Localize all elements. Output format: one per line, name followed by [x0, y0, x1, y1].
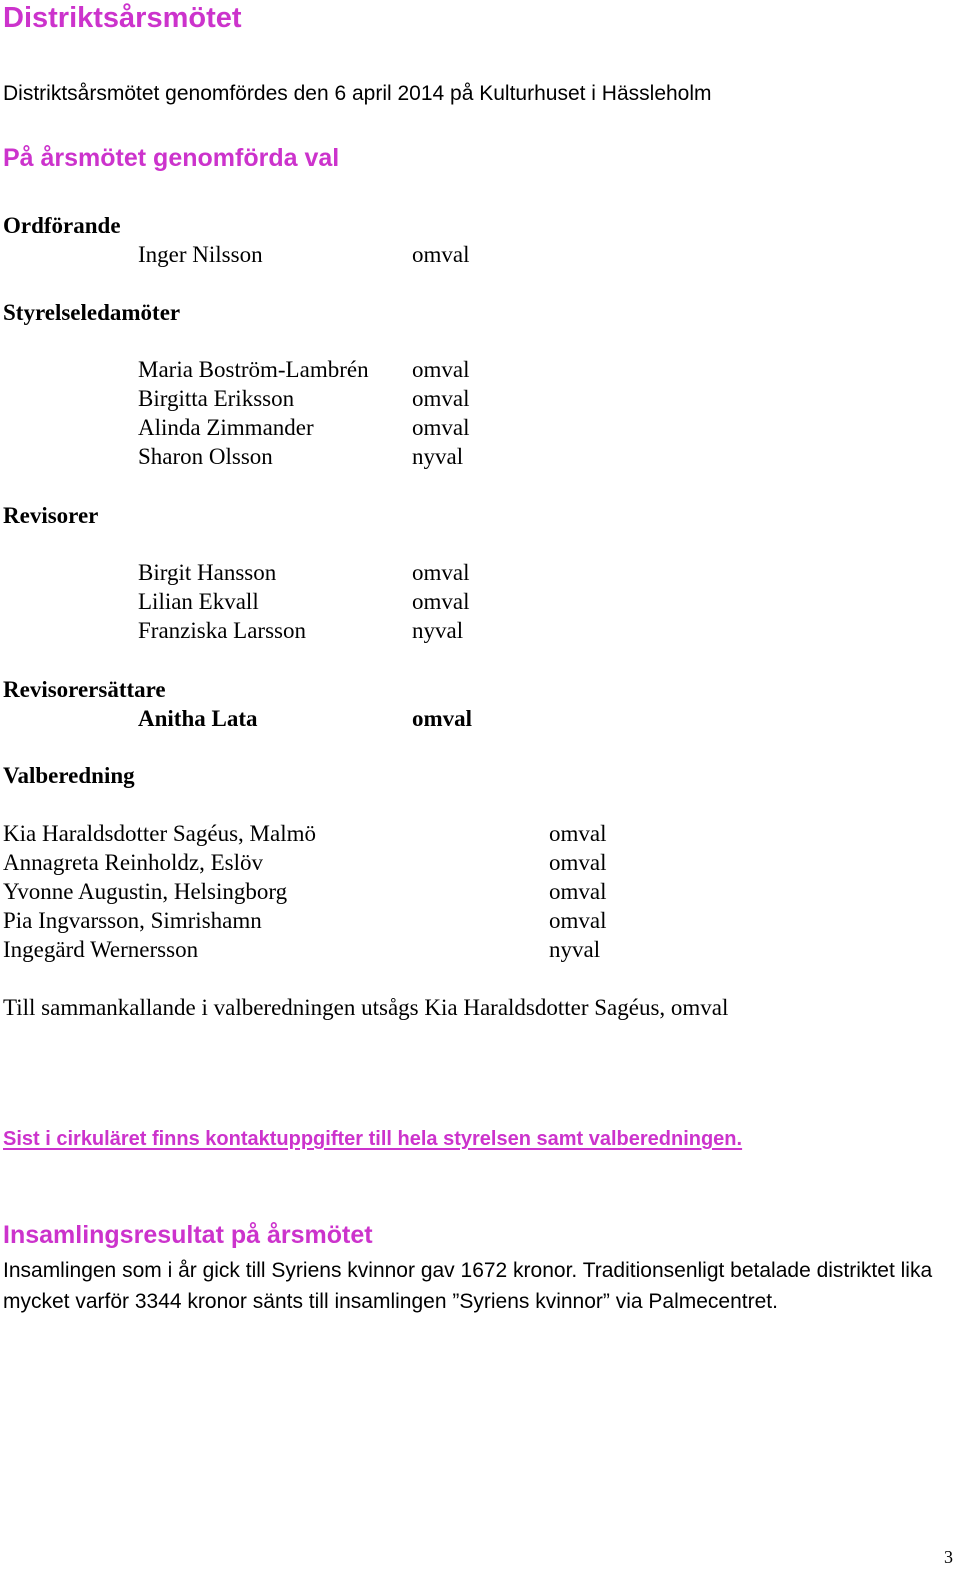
elections-heading: På årsmötet genomförda val [3, 144, 340, 172]
board-member-name: Maria Boström-Lambrén [138, 357, 369, 382]
nomination-member-status: nyval [549, 937, 601, 962]
convener-note: Till sammankallande i valberedningen utsågs Kia Haraldsdotter Sagéus, omval [3, 995, 729, 1020]
contact-note-link[interactable]: Sist i cirkuläret finns kontaktuppgifter till hela styrelsen samt valberedningen. [3, 1128, 743, 1150]
deputy-auditor-label: Revisorersättare [3, 677, 166, 702]
auditor-status: nyval [412, 618, 464, 643]
board-member-name: Sharon Olsson [138, 444, 273, 469]
auditor-status: omval [412, 589, 470, 614]
nomination-member-status: omval [549, 879, 607, 904]
nomination-member-name: Pia Ingvarsson, Simrishamn [3, 908, 262, 933]
nomination-member-name: Annagreta Reinholdz, Eslöv [3, 850, 263, 875]
deputy-auditor-name: Anitha Lata [138, 706, 258, 731]
auditor-status: omval [412, 560, 470, 585]
board-member-name: Birgitta Eriksson [138, 386, 295, 411]
board-member-status: omval [412, 415, 470, 440]
chair-label: Ordförande [3, 213, 121, 238]
auditor-name: Birgit Hansson [138, 560, 277, 585]
deputy-auditor-status: omval [412, 706, 473, 731]
chair-status: omval [412, 242, 470, 267]
fundraising-text: Insamlingen som i år gick till Syriens kvinnor gav 1672 kronor. Traditionsenligt betalade distriktet lika mycket varför 3344 kronor sänts till insamlingen ”Syriens kvinnor” via Palmecentret. [3, 1259, 933, 1313]
auditors-label: Revisorer [3, 503, 99, 528]
nomination-member-status: omval [549, 908, 607, 933]
page-title: Distriktsårsmötet [3, 2, 242, 34]
intro-text: Distriktsårsmötet genomfördes den 6 april 2014 på Kulturhuset i Hässleholm [3, 82, 712, 105]
board-member-status: nyval [412, 444, 464, 469]
nomination-member-status: omval [549, 850, 607, 875]
nomination-member-name: Kia Haraldsdotter Sagéus, Malmö [3, 821, 316, 846]
nomination-member-name: Ingegärd Wernersson [3, 937, 199, 962]
auditor-name: Franziska Larsson [138, 618, 306, 643]
chair-name: Inger Nilsson [138, 242, 263, 267]
nomination-member-status: omval [549, 821, 607, 846]
auditor-name: Lilian Ekvall [138, 589, 259, 614]
board-member-status: omval [412, 386, 470, 411]
board-member-status: omval [412, 357, 470, 382]
board-label: Styrelseledamöter [3, 300, 181, 325]
board-member-name: Alinda Zimmander [138, 415, 314, 440]
nomination-label: Valberedning [3, 763, 135, 788]
page-number: 3 [944, 1547, 953, 1567]
fundraising-heading: Insamlingsresultat på årsmötet [3, 1221, 373, 1249]
nomination-member-name: Yvonne Augustin, Helsingborg [3, 879, 288, 904]
